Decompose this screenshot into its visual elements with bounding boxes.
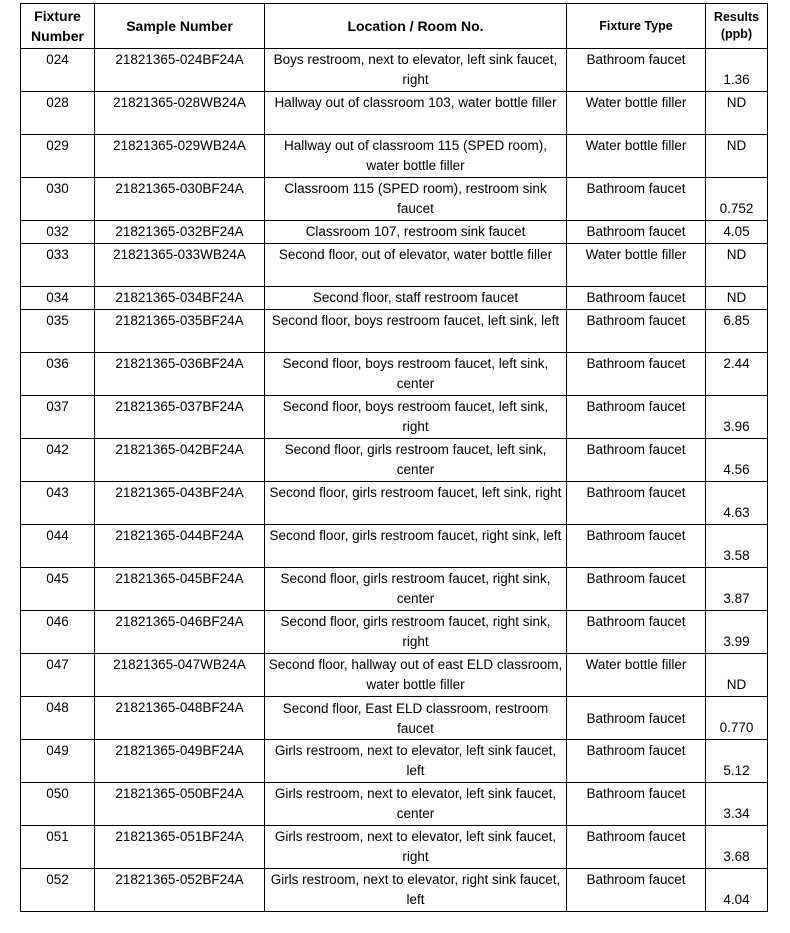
table-row xyxy=(21,439,768,482)
header-fixture-number: Fixture Number xyxy=(21,4,95,49)
cell-result: 6.85 xyxy=(706,310,768,353)
cell-result: 3.96 xyxy=(706,396,768,439)
cell-fixture-number: 050 xyxy=(21,783,95,826)
cell-fixture-number: 051 xyxy=(21,826,95,869)
cell-fixture-number: 048 xyxy=(21,697,95,740)
cell-location: Second floor, girls restroom faucet, right sink, left xyxy=(265,525,567,568)
cell-sample-number: 21821365-024BF24A xyxy=(95,49,265,92)
cell-fixture-number: 029 xyxy=(21,135,95,178)
cell-result: 3.99 xyxy=(706,611,768,654)
cell-location: Second floor, boys restroom faucet, left sink, left xyxy=(265,310,567,353)
cell-fixture-number: 052 xyxy=(21,869,95,912)
cell-fixture-number: 033 xyxy=(21,244,95,287)
table-row xyxy=(21,221,768,244)
cell-result: 3.68 xyxy=(706,826,768,869)
cell-location: Second floor, girls restroom faucet, right sink, center xyxy=(265,568,567,611)
cell-result: 5.12 xyxy=(706,740,768,783)
cell-fixture-type: Bathroom faucet xyxy=(567,49,706,92)
header-results: Results (ppb) xyxy=(706,4,768,49)
table-row xyxy=(21,740,768,783)
cell-location: Second floor, hallway out of east ELD classroom, water bottle filler xyxy=(265,654,567,697)
cell-fixture-number: 049 xyxy=(21,740,95,783)
cell-fixture-number: 030 xyxy=(21,178,95,221)
cell-sample-number: 21821365-043BF24A xyxy=(95,482,265,525)
cell-fixture-number: 043 xyxy=(21,482,95,525)
cell-result: 2.44 xyxy=(706,353,768,396)
cell-fixture-type: Bathroom faucet xyxy=(567,869,706,912)
cell-sample-number: 21821365-046BF24A xyxy=(95,611,265,654)
cell-result: 0.770 xyxy=(706,697,768,740)
cell-fixture-number: 046 xyxy=(21,611,95,654)
cell-fixture-type: Bathroom faucet xyxy=(567,525,706,568)
cell-fixture-number: 032 xyxy=(21,221,95,244)
table-row xyxy=(21,287,768,310)
cell-location: Classroom 115 (SPED room), restroom sink faucet xyxy=(265,178,567,221)
cell-fixture-type: Bathroom faucet xyxy=(567,353,706,396)
cell-location: Boys restroom, next to elevator, left sink faucet, right xyxy=(265,49,567,92)
cell-sample-number: 21821365-051BF24A xyxy=(95,826,265,869)
cell-result: 3.34 xyxy=(706,783,768,826)
cell-fixture-type: Bathroom faucet xyxy=(567,396,706,439)
cell-sample-number: 21821365-029WB24A xyxy=(95,135,265,178)
table-row xyxy=(21,396,768,439)
table-row xyxy=(21,178,768,221)
cell-location: Classroom 107, restroom sink faucet xyxy=(265,221,567,244)
cell-location: Girls restroom, next to elevator, left sink faucet, right xyxy=(265,826,567,869)
cell-location: Second floor, girls restroom faucet, right sink, right xyxy=(265,611,567,654)
cell-location: Hallway out of classroom 115 (SPED room), water bottle filler xyxy=(265,135,567,178)
cell-location: Second floor, out of elevator, water bottle filler xyxy=(265,244,567,287)
cell-result: 3.87 xyxy=(706,568,768,611)
table-body xyxy=(21,49,768,912)
cell-sample-number: 21821365-045BF24A xyxy=(95,568,265,611)
cell-sample-number: 21821365-049BF24A xyxy=(95,740,265,783)
cell-fixture-type: Bathroom faucet xyxy=(567,783,706,826)
header-row xyxy=(21,4,768,49)
cell-fixture-number: 024 xyxy=(21,49,95,92)
cell-fixture-type: Water bottle filler xyxy=(567,135,706,178)
cell-fixture-number: 036 xyxy=(21,353,95,396)
cell-fixture-type: Bathroom faucet xyxy=(567,826,706,869)
cell-location: Second floor, boys restroom faucet, left sink, right xyxy=(265,396,567,439)
table-row xyxy=(21,697,768,740)
table-row xyxy=(21,568,768,611)
table-row xyxy=(21,826,768,869)
cell-fixture-number: 034 xyxy=(21,287,95,310)
cell-fixture-type: Bathroom faucet xyxy=(567,221,706,244)
table-row xyxy=(21,49,768,92)
cell-fixture-type: Bathroom faucet xyxy=(567,482,706,525)
cell-result: 4.56 xyxy=(706,439,768,482)
cell-sample-number: 21821365-047WB24A xyxy=(95,654,265,697)
cell-location: Girls restroom, next to elevator, right sink faucet, left xyxy=(265,869,567,912)
table-row xyxy=(21,135,768,178)
cell-result: ND xyxy=(706,654,768,697)
header-location: Location / Room No. xyxy=(265,4,567,49)
cell-fixture-type: Bathroom faucet xyxy=(567,178,706,221)
cell-fixture-type: Bathroom faucet xyxy=(567,697,706,740)
cell-location: Hallway out of classroom 103, water bottle filler xyxy=(265,92,567,135)
cell-sample-number: 21821365-035BF24A xyxy=(95,310,265,353)
cell-fixture-type: Water bottle filler xyxy=(567,244,706,287)
table-row xyxy=(21,654,768,697)
cell-location: Second floor, girls restroom faucet, left sink, center xyxy=(265,439,567,482)
cell-result: 4.63 xyxy=(706,482,768,525)
cell-location: Girls restroom, next to elevator, left sink faucet, left xyxy=(265,740,567,783)
cell-result: 4.05 xyxy=(706,221,768,244)
cell-fixture-number: 047 xyxy=(21,654,95,697)
cell-fixture-number: 044 xyxy=(21,525,95,568)
cell-result: ND xyxy=(706,92,768,135)
cell-result: 3.58 xyxy=(706,525,768,568)
cell-fixture-number: 037 xyxy=(21,396,95,439)
cell-location: Girls restroom, next to elevator, left sink faucet, center xyxy=(265,783,567,826)
cell-fixture-type: Bathroom faucet xyxy=(567,439,706,482)
cell-sample-number: 21821365-032BF24A xyxy=(95,221,265,244)
cell-result: ND xyxy=(706,244,768,287)
results-table xyxy=(20,3,768,912)
cell-sample-number: 21821365-028WB24A xyxy=(95,92,265,135)
table-row xyxy=(21,783,768,826)
table-row xyxy=(21,244,768,287)
table-row xyxy=(21,525,768,568)
cell-fixture-type: Bathroom faucet xyxy=(567,740,706,783)
cell-sample-number: 21821365-042BF24A xyxy=(95,439,265,482)
cell-sample-number: 21821365-044BF24A xyxy=(95,525,265,568)
cell-location: Second floor, East ELD classroom, restroom faucet xyxy=(265,697,567,740)
cell-fixture-number: 042 xyxy=(21,439,95,482)
cell-sample-number: 21821365-050BF24A xyxy=(95,783,265,826)
cell-sample-number: 21821365-052BF24A xyxy=(95,869,265,912)
header-fixture-type: Fixture Type xyxy=(567,4,706,49)
cell-sample-number: 21821365-036BF24A xyxy=(95,353,265,396)
cell-result: ND xyxy=(706,135,768,178)
table-row xyxy=(21,92,768,135)
cell-location: Second floor, girls restroom faucet, left sink, right xyxy=(265,482,567,525)
cell-sample-number: 21821365-034BF24A xyxy=(95,287,265,310)
cell-fixture-type: Water bottle filler xyxy=(567,92,706,135)
table-row xyxy=(21,869,768,912)
cell-result: 1.36 xyxy=(706,49,768,92)
cell-fixture-type: Bathroom faucet xyxy=(567,287,706,310)
cell-result: 0.752 xyxy=(706,178,768,221)
table-row xyxy=(21,482,768,525)
cell-result: ND xyxy=(706,287,768,310)
cell-fixture-type: Water bottle filler xyxy=(567,654,706,697)
cell-fixture-number: 028 xyxy=(21,92,95,135)
cell-fixture-type: Bathroom faucet xyxy=(567,611,706,654)
cell-result: 4.04 xyxy=(706,869,768,912)
table-row xyxy=(21,353,768,396)
cell-sample-number: 21821365-048BF24A xyxy=(95,697,265,740)
cell-fixture-type: Bathroom faucet xyxy=(567,310,706,353)
cell-sample-number: 21821365-030BF24A xyxy=(95,178,265,221)
cell-sample-number: 21821365-037BF24A xyxy=(95,396,265,439)
cell-location: Second floor, staff restroom faucet xyxy=(265,287,567,310)
cell-fixture-number: 035 xyxy=(21,310,95,353)
cell-fixture-number: 045 xyxy=(21,568,95,611)
table-row xyxy=(21,310,768,353)
header-sample-number: Sample Number xyxy=(95,4,265,49)
cell-location: Second floor, boys restroom faucet, left sink, center xyxy=(265,353,567,396)
cell-sample-number: 21821365-033WB24A xyxy=(95,244,265,287)
cell-fixture-type: Bathroom faucet xyxy=(567,568,706,611)
table-row xyxy=(21,611,768,654)
